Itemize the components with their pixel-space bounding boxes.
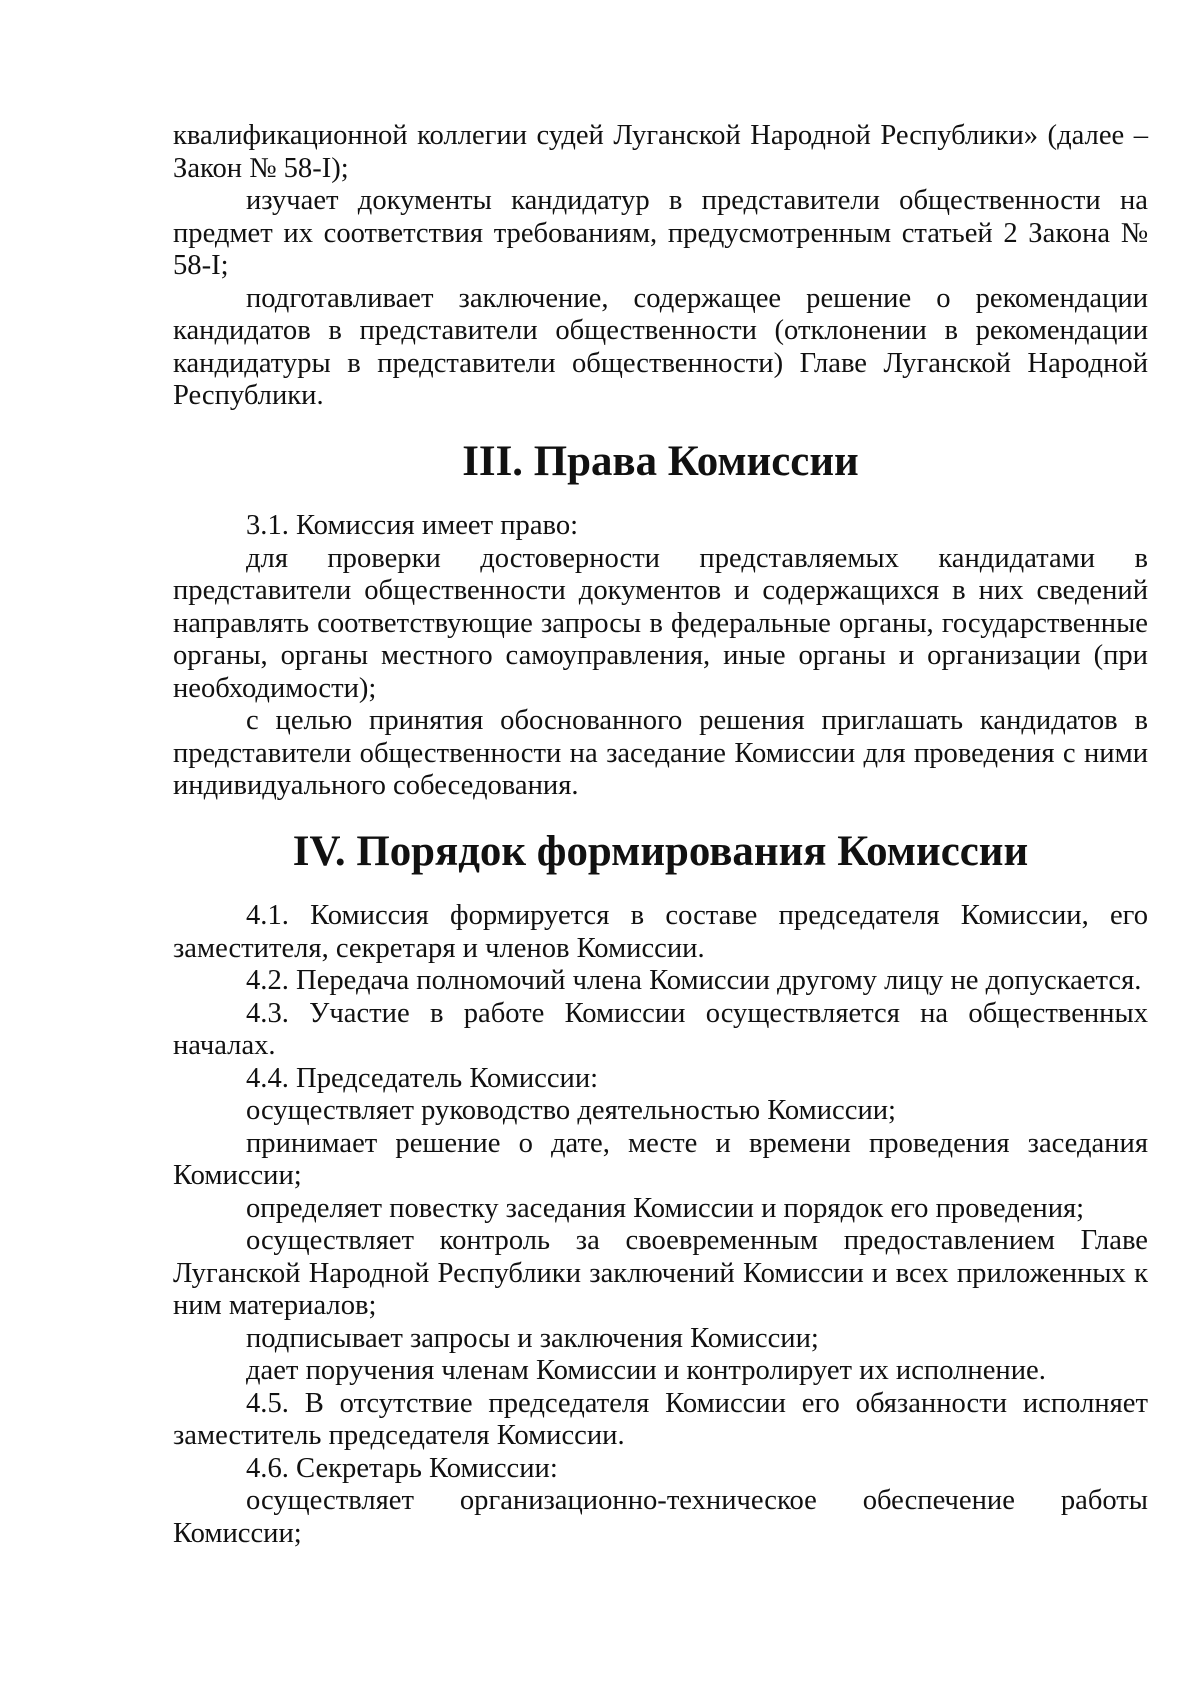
intro-paragraph-2: изучает документы кандидатур в представители общественности на предмет их соответствия требованиям, предусмотренным статьей 2 Закона № 58-I; xyxy=(173,185,1148,281)
document-body xyxy=(173,120,1148,1550)
section-3-paragraph-3: с целью принятия обоснованного решения приглашать кандидатов в представители общественности на заседание Комиссии для проведения с ними индивидуального собеседования. xyxy=(173,705,1148,801)
section-4-paragraph-9: подписывает запросы и заключения Комиссии; xyxy=(246,1322,819,1354)
intro-paragraph-1: квалификационной коллегии судей Луганской Народной Республики» (далее – Закон № 58-I); xyxy=(173,120,1148,184)
section-4-paragraph-12: 4.6. Секретарь Комиссии: xyxy=(246,1452,558,1484)
section-4-paragraph-4: 4.4. Председатель Комиссии: xyxy=(246,1062,599,1094)
section-4-paragraph-3: 4.3. Участие в работе Комиссии осуществляется на общественных началах. xyxy=(173,997,1148,1061)
section-4-heading: IV. Порядок формирования Комиссии xyxy=(292,827,1029,875)
section-4-paragraph-13: осуществляет организационно-техническое обеспечение работы Комиссии; xyxy=(173,1485,1148,1549)
section-3-paragraph-2: для проверки достоверности представляемых кандидатами в представители общественности документов и содержащихся в них сведений направлять соответствующие запросы в федеральные органы, государственные органы, органы местного самоуправления, иные органы и организации (при необходимости); xyxy=(173,542,1148,704)
section-4-paragraph-8: осуществляет контроль за своевременным предоставлением Главе Луганской Народной Республики заключений Комиссии и всех приложенных к ним материалов; xyxy=(173,1225,1148,1321)
section-4-paragraph-2: 4.2. Передача полномочий члена Комиссии другому лицу не допускается. xyxy=(246,965,1142,996)
section-4-paragraph-10: дает поручения членам Комиссии и контролирует их исполнение. xyxy=(246,1355,1046,1386)
section-3-heading: III. Права Комиссии xyxy=(462,437,859,485)
section-4-paragraph-6: принимает решение о дате, месте и времени проведения заседания Комиссии; xyxy=(173,1127,1148,1191)
intro-paragraph-3: подготавливает заключение, содержащее решение о рекомендации кандидатов в представители общественности (отклонении в рекомендации кандидатуры в представители общественности) Главе Луганской Народной Республики. xyxy=(173,282,1148,411)
section-4-paragraph-11: 4.5. В отсутствие председателя Комиссии его обязанности исполняет заместитель председателя Комиссии. xyxy=(173,1387,1148,1451)
section-3-paragraph-1: 3.1. Комиссия имеет право: xyxy=(246,510,579,541)
section-4-paragraph-1: 4.1. Комиссия формируется в составе председателя Комиссии, его заместителя, секретаря и членов Комиссии. xyxy=(173,900,1148,964)
section-4-paragraph-5: осуществляет руководство деятельностью Комиссии; xyxy=(246,1095,896,1126)
section-4-paragraph-7: определяет повестку заседания Комиссии и порядок его проведения; xyxy=(246,1192,1085,1224)
